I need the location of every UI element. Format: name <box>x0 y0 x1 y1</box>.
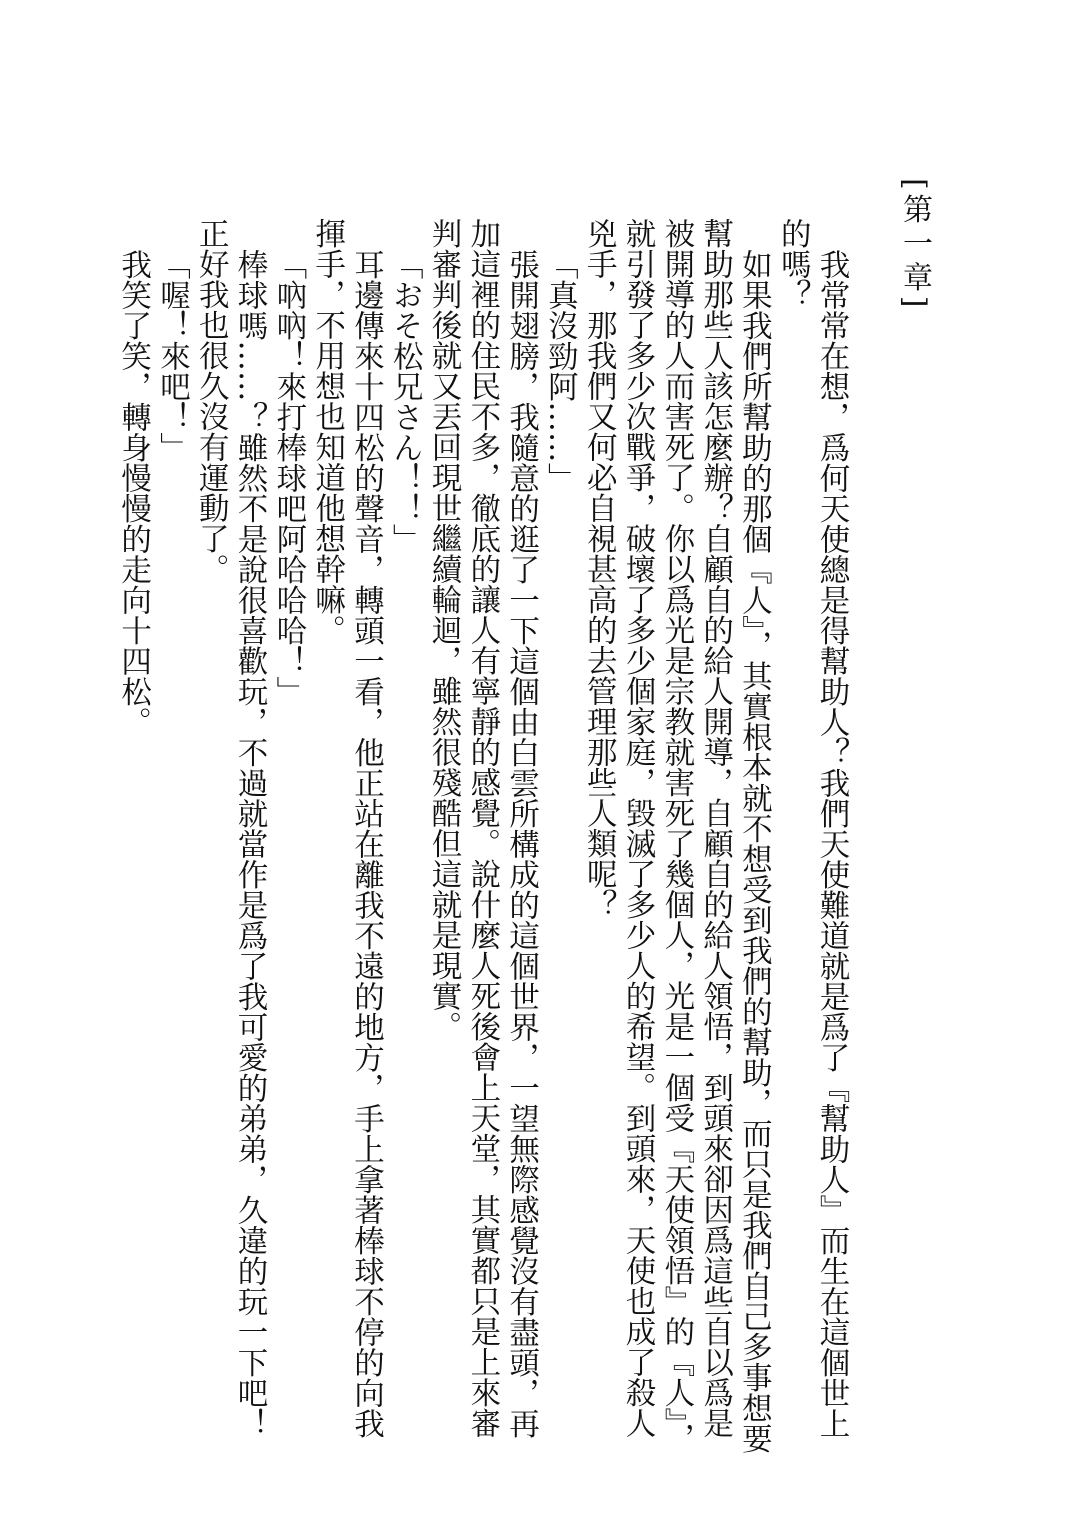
paragraph: 「おそ松兄さん！！」 <box>387 248 423 554</box>
paragraph: 如果我們所幫助的那個『人』，其實根本就不想受到我們的幫助，而只是我們自己多事想要幫助那些人該怎麼辦？自顧自的給人開導，自顧自的給人領悟，到頭來卻因爲這些自以爲是被開導的人而害死了。你以爲光是宗教就害死了幾個人，光是一個受『天使領悟』的『人』，就引發了多少次戰爭，破壞了多少個家庭，毀滅了多少人的希望。到頭來，天使也成了殺人兇手，那我們又何必自視甚高的去管理那些人類呢？ <box>581 218 772 1454</box>
paragraph: 張開翅膀，我隨意的逛了一下這個由白雲所構成的這個世界，一望無際感覺沒有盡頭，再加這裡的住民不多，徹底的讓人有寧靜的感覺。說什麼人死後會上天堂，其實都只是上來審判審判後就又丟回現世繼續輪迴，雖然很殘酷但這就是現實。 <box>426 218 539 1438</box>
paragraph: 我笑了笑，轉身慢慢的走向十四松。 <box>115 248 151 737</box>
paragraph: 棒球嗎……？雖然不是說很喜歡玩，不過就當作是爲了我可愛的弟弟，久違的玩一下吧！正好我也很久沒有運動了。 <box>193 218 268 1438</box>
paragraph: 我常常在想，爲何天使總是得幫助人？我們天使難道就是爲了『幫助人』而生在這個世上的嗎？ <box>775 218 849 1438</box>
body-text <box>115 218 850 1458</box>
paragraph: 「吶吶！來打棒球吧阿哈哈哈！」 <box>270 248 306 706</box>
paragraph: 「真沒勁阿……」 <box>542 248 578 493</box>
paragraph: 耳邊傳來十四松的聲音，轉頭一看，他正站在離我不遠的地方，手上拿著棒球不停的向我揮手，不用想也知道他想幹嘛。 <box>309 218 384 1438</box>
chapter-heading: [第一章] <box>897 178 932 312</box>
paragraph: 「喔！來吧！」 <box>154 248 190 462</box>
